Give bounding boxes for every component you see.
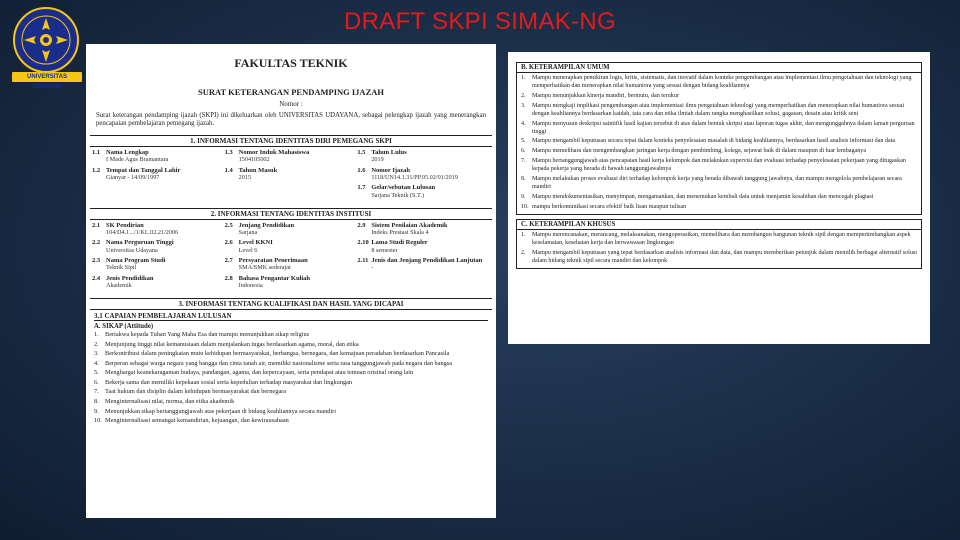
field-number: 2.6 bbox=[224, 239, 233, 247]
list-item-number: 3. bbox=[521, 102, 526, 109]
general-skills-heading: B. KETERAMPILAN UMUM bbox=[517, 63, 921, 73]
field-value: 2019 bbox=[371, 156, 384, 164]
logo-text: UNIVERSITAS UDAYANA bbox=[12, 72, 82, 82]
special-skills-box bbox=[516, 219, 922, 269]
special-skills-list bbox=[521, 232, 917, 266]
list-item-text: Mampu memelihara dan mengembangkan jaringan kerja dengan pembimbing, kolega, sejawat baik di dalam maupun di luar lembaganya bbox=[532, 148, 867, 155]
general-skills-box bbox=[516, 62, 922, 215]
field-value: Sarjana bbox=[238, 229, 258, 237]
field-number: 1.6 bbox=[357, 166, 366, 174]
list-item-number: 10. bbox=[521, 203, 529, 210]
list-item-text: Mampu menunjukkan kinerja mandiri, bermutu, dan terukur bbox=[532, 92, 679, 99]
field-value: 2015 bbox=[238, 174, 252, 182]
field-label: SK Pendirian bbox=[106, 221, 144, 229]
field-number bbox=[92, 184, 106, 199]
list-item-text: Berperan sebagai warga negara yang bangga dan cinta tanah air, memiliki nasionalisme serta rasa tanggungjawab pada negara dan bangsa bbox=[105, 359, 453, 367]
info-field bbox=[225, 239, 358, 254]
field-number: 1.3 bbox=[224, 148, 233, 156]
info-field bbox=[225, 184, 358, 199]
field-label: Nama Program Studi bbox=[106, 256, 166, 264]
info-field bbox=[357, 257, 490, 272]
field-label: Level KKNI bbox=[238, 239, 273, 247]
section-institution-title: 2. INFORMASI TENTANG IDENTITAS INSTITUSI bbox=[90, 208, 492, 220]
list-item bbox=[94, 369, 488, 377]
list-item-text: Mampu mengkaji implikasi pengembangan atau implementasi ilmu pengetahuan teknologi yang memperhatikan dan menerapkan nilai humaniora sesuai dengan keahliannya berdasarkan kaidah, tata cara dan etika ilmiah dalam rangka menghasilkan solusi, gagasan, desain atau kritik seni bbox=[532, 102, 905, 117]
field-label: Nama Lengkap bbox=[106, 148, 149, 156]
list-item bbox=[94, 379, 488, 387]
list-item-number: 1. bbox=[521, 231, 526, 238]
list-item bbox=[521, 93, 917, 101]
document-title: SURAT KETERANGAN PENDAMPING IJAZAH bbox=[198, 87, 384, 97]
field-value: Indonesia bbox=[238, 282, 263, 289]
field-value: Gianyar - 14/09/1997 bbox=[106, 174, 160, 182]
list-item bbox=[521, 121, 917, 137]
list-item-number: 6. bbox=[94, 378, 99, 386]
field-label: Jenis Pendidikan bbox=[106, 274, 154, 282]
document-intro: Surat keterangan pendamping ijazah (SKPI) ini dikeluarkan oleh UNIVERSITAS UDAYANA, sebagai pelengkap ijazah yang menerangkan pencapaian pembelajaran pemegang ijazah. bbox=[96, 112, 486, 128]
list-item-text: Mampu bertanggungjawab atas pencapaian hasil kerja kelompok dan melakukan supervisi dan evaluasi terhadap penyelesaian pekerjaan yang ditugaskan kepada pekerja yang berada di bawah tanggungjawabnya bbox=[532, 158, 906, 173]
institution-fields bbox=[92, 222, 490, 292]
field-number: 2.4 bbox=[92, 274, 101, 282]
field-number: 2.7 bbox=[224, 256, 233, 264]
field-number: 2.10 bbox=[357, 239, 369, 247]
field-label: Lama Studi Reguler bbox=[371, 239, 428, 247]
list-item-number: 2. bbox=[521, 92, 526, 99]
list-item-text: Mampu melakukan proses evaluasi diri terhadap kelompok kerja yang berada dibawah tanggung jawabnya, dan mampu mengelola pembelajaran secara mandiri bbox=[532, 176, 902, 191]
section-qualification-title: 3. INFORMASI TENTANG KUALIFIKASI DAN HASIL YANG DICAPAI bbox=[90, 298, 492, 310]
info-field bbox=[92, 167, 225, 182]
info-field bbox=[225, 257, 358, 272]
list-item-text: Taat hukum dan disiplin dalam kehidupan bermasyarakat dan bernegara bbox=[105, 388, 287, 396]
list-item bbox=[521, 75, 917, 91]
field-value: Teknik Sipil bbox=[106, 264, 137, 272]
field-number: 2.9 bbox=[357, 221, 366, 229]
list-item-number: 1. bbox=[521, 75, 526, 81]
list-item-number: 4. bbox=[521, 120, 526, 127]
field-label: Nomor Ijazah bbox=[371, 166, 411, 174]
list-item-text: Menunjukkan sikap bertanggungjawab atas pekerjaan di bidang keahliannya secara mandiri bbox=[105, 407, 336, 415]
field-number: 1.5 bbox=[357, 148, 366, 156]
info-field bbox=[225, 167, 358, 182]
faculty-name: FAKULTAS TEKNIK bbox=[234, 56, 348, 70]
list-item bbox=[94, 331, 488, 339]
list-item bbox=[521, 194, 917, 202]
list-item-text: Mampu mengambil keputusan yang tepat berdasarkan analisis informasi dan data, dan mampu memberikan petunjuk dalam memilih berbagai alternatif solusi dalam bidang teknik sipil secara mandiri dan kelompok bbox=[532, 249, 917, 264]
list-item bbox=[521, 158, 917, 174]
field-number: 1.1 bbox=[92, 148, 101, 156]
field-label: Sistem Penilaian Akademik bbox=[371, 221, 448, 229]
field-value: 104/D4.1.../1/KL.02.21/2006 bbox=[106, 229, 179, 237]
field-number: 1.7 bbox=[357, 184, 366, 192]
list-item-number: 3. bbox=[94, 350, 99, 358]
slide-title: DRAFT SKPI SIMAK-NG bbox=[344, 8, 616, 35]
field-value: Akademik bbox=[106, 282, 132, 289]
section-identity-title: 1. INFORMASI TENTANG IDENTITAS DIRI PEMEGANG SKPI bbox=[90, 135, 492, 147]
list-item-text: Menghargai keanekaragaman budaya, pandangan, agama, dan kepercayaan, serta pendapat atau temuan orisinal orang lain bbox=[105, 369, 414, 377]
list-item bbox=[521, 103, 917, 119]
field-label: Tahun Lulus bbox=[371, 148, 407, 156]
learning-outcomes-heading: 3.1 CAPAIAN PEMBELAJARAN LULUSAN bbox=[94, 312, 488, 321]
info-field bbox=[357, 149, 490, 164]
field-number bbox=[357, 275, 371, 290]
list-item bbox=[94, 388, 488, 396]
list-item bbox=[521, 232, 917, 248]
info-field bbox=[92, 222, 225, 237]
info-field bbox=[92, 275, 225, 290]
list-item-number: 9. bbox=[521, 193, 526, 200]
field-label: Nomor Induk Mahasiswa bbox=[238, 148, 310, 156]
info-field bbox=[357, 167, 490, 182]
field-number: 1.2 bbox=[92, 166, 101, 174]
info-field bbox=[92, 239, 225, 254]
field-value: Sarjana Teknik (S.T.) bbox=[371, 191, 424, 199]
list-item-text: Mampu menyusun deskripsi saintifik hasil kajian tersebut di atas dalam bentuk skripsi atau laporan tugas akhir, dan mengunggahnya dalam laman perguruan tinggi bbox=[532, 120, 915, 135]
field-value: - bbox=[371, 264, 374, 272]
list-item-text: Mampu mendokumentasikan, menyimpan, mengamankan, dan menemukan kembali data untuk menjamin kesahihan dan mencegah plagiasi bbox=[532, 193, 874, 200]
list-item-number: 5. bbox=[521, 138, 526, 145]
list-item-number: 10. bbox=[94, 417, 102, 425]
list-item bbox=[94, 341, 488, 349]
attitude-heading: A. SIKAP (Attitude) bbox=[94, 323, 154, 331]
list-item-text: Menginternalisasi semangat kemandirian, kejuangan, dan kewirausahaan bbox=[105, 417, 289, 425]
list-item-text: Mampu mengambil keputusan secara tepat dalam konteks penyelesaian masalah di bidang keahliannya, berdasarkan hasil analisis informasi dan data bbox=[532, 138, 896, 145]
info-field bbox=[92, 257, 225, 272]
field-value: 1118/UN14.1.31/PP.05.02/01/2019 bbox=[371, 174, 458, 182]
field-value: Universitas Udayana bbox=[106, 246, 158, 254]
list-item-number: 9. bbox=[94, 407, 99, 415]
list-item-number: 8. bbox=[94, 397, 99, 405]
list-item bbox=[521, 250, 917, 266]
list-item-number: 2. bbox=[521, 249, 526, 256]
info-field bbox=[357, 184, 490, 199]
list-item bbox=[521, 148, 917, 156]
field-label: Jenjang Pendidikan bbox=[238, 221, 295, 229]
info-field bbox=[357, 275, 490, 290]
attitude-list bbox=[94, 331, 488, 425]
list-item-text: Berkontribusi dalam peningkatan mutu kehidupan bermasyarakat, berbangsa, bernegara, dan kemajuan peradaban berdasarkan Pancasila bbox=[105, 350, 450, 358]
list-item-text: Menginternalisasi nilai, norma, dan etika akademik bbox=[105, 397, 235, 405]
info-field bbox=[225, 222, 358, 237]
info-field bbox=[225, 275, 358, 290]
field-label: Tempat dan Tanggal Lahir bbox=[106, 166, 181, 174]
list-item bbox=[94, 398, 488, 406]
list-item-number: 2. bbox=[94, 340, 99, 348]
list-item bbox=[521, 138, 917, 146]
list-item-text: Mampu merencanakan, merancang, melaksanakan, mengoperasikan, memelihara dan membangun bangunan teknik sipil dengan mempertimbangkan aspek keselamatan, kesehatan kerja dan berwawasan lingkungan bbox=[532, 231, 911, 246]
info-field bbox=[92, 149, 225, 164]
skpi-document-page-2 bbox=[508, 52, 930, 344]
list-item-number: 5. bbox=[94, 369, 99, 377]
field-value: I Made Agus Bramantara bbox=[106, 156, 169, 164]
list-item-number: 7. bbox=[521, 158, 526, 165]
list-item bbox=[94, 350, 488, 358]
field-number: 2.2 bbox=[92, 239, 101, 247]
list-item-number: 6. bbox=[521, 148, 526, 155]
list-item-text: Menjunjung tinggi nilai kemanusiaan dalam menjalankan tugas berdasarkan agama, moral, dan etika bbox=[105, 340, 359, 348]
field-number: 1.4 bbox=[224, 166, 233, 174]
identity-fields bbox=[92, 149, 490, 202]
field-value: 1504105002 bbox=[238, 156, 270, 164]
list-item-text: mampu berkomunikasi secara efektif baik lisan maupun tulisan bbox=[532, 203, 687, 210]
list-item bbox=[521, 204, 917, 212]
skpi-document-page-1 bbox=[86, 44, 496, 518]
list-item-text: Bekerja sama dan memiliki kepekaan sosial serta kepedulian terhadap masyarakat dan lingkungan bbox=[105, 378, 353, 386]
field-label: Tahun Masuk bbox=[238, 166, 278, 174]
field-number: 2.1 bbox=[92, 221, 101, 229]
field-number: 2.8 bbox=[224, 274, 233, 282]
field-value: SMA/SMK sederajat bbox=[238, 264, 291, 272]
list-item-text: Mampu menerapkan pemikiran logis, kritis, sistematis, dan inovatif dalam konteks pengembangan atau implementasi ilmu pengetahuan dan teknologi yang memperhatikan dan menerapkan nilai humaniora yang sesuai dengan bidang keahliannya bbox=[532, 75, 912, 89]
list-item bbox=[521, 176, 917, 192]
general-skills-list bbox=[521, 75, 917, 212]
info-field bbox=[225, 149, 358, 164]
document-number: Nomor : bbox=[279, 100, 303, 108]
info-field bbox=[92, 184, 225, 199]
field-number: 2.5 bbox=[224, 221, 233, 229]
info-field bbox=[357, 222, 490, 237]
field-label: Gelar/sebutan Lulusan bbox=[371, 184, 436, 192]
field-value: Level 6 bbox=[238, 246, 258, 254]
list-item-number: 4. bbox=[94, 359, 99, 367]
field-number bbox=[225, 184, 239, 199]
list-item-number: 1. bbox=[94, 331, 99, 339]
field-value: 8 semester bbox=[371, 246, 398, 254]
field-label: Nama Perguruan Tinggi bbox=[106, 239, 174, 247]
list-item bbox=[94, 360, 488, 368]
info-field bbox=[357, 239, 490, 254]
special-skills-heading: C. KETERAMPILAN KHUSUS bbox=[517, 220, 921, 230]
field-label: Persyaratan Penerimaan bbox=[238, 256, 308, 264]
field-number: 2.11 bbox=[357, 256, 369, 264]
field-label: Jenis dan Jenjang Pendidikan Lanjutan bbox=[371, 256, 483, 264]
list-item bbox=[94, 417, 488, 425]
field-value: Indeks Prestasi Skala 4 bbox=[371, 229, 429, 237]
list-item-number: 8. bbox=[521, 176, 526, 183]
list-item bbox=[94, 408, 488, 416]
list-item-text: Bertakwa kepada Tuhan Yang Maha Esa dan mampu menunjukkan sikap religius bbox=[105, 331, 310, 339]
list-item-number: 7. bbox=[94, 388, 99, 396]
field-number: 2.3 bbox=[92, 256, 101, 264]
field-label: Bahasa Pengantar Kuliah bbox=[238, 274, 311, 282]
